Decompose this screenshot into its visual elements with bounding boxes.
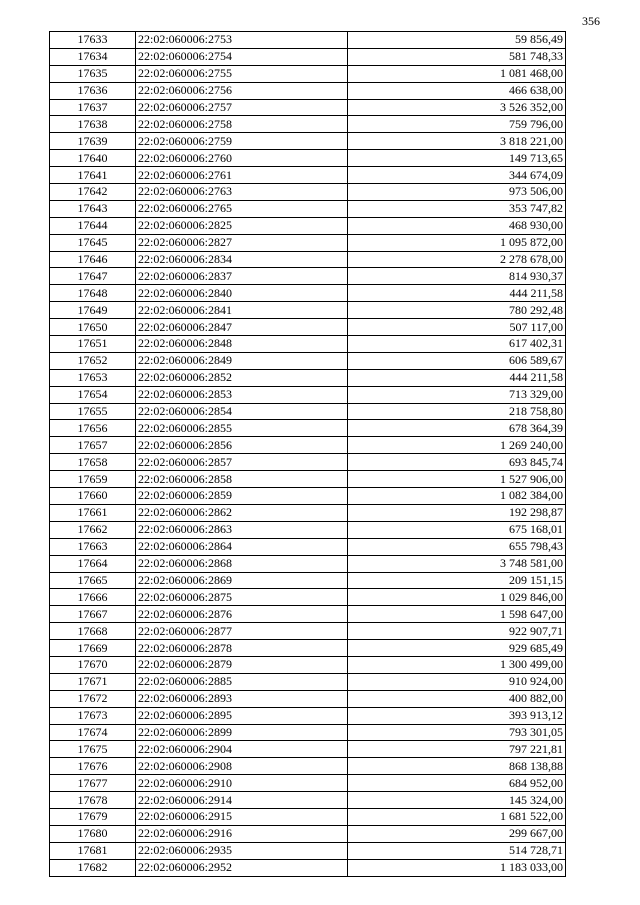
cadastral-number-cell: 22:02:060006:2904	[136, 741, 348, 758]
row-number-cell: 17658	[50, 454, 136, 471]
table-row	[50, 859, 566, 876]
row-number-cell: 17672	[50, 690, 136, 707]
cadastral-value-cell: 299 667,00	[348, 825, 566, 842]
cadastral-number-cell: 22:02:060006:2862	[136, 504, 348, 521]
cadastral-value-cell: 929 685,49	[348, 640, 566, 657]
cadastral-value-cell: 693 845,74	[348, 454, 566, 471]
cadastral-number-cell: 22:02:060006:2757	[136, 99, 348, 116]
cadastral-number-cell: 22:02:060006:2876	[136, 606, 348, 623]
row-number-cell: 17674	[50, 724, 136, 741]
cadastral-value-cell: 780 292,48	[348, 302, 566, 319]
cadastral-value-cell: 1 082 384,00	[348, 488, 566, 505]
cadastral-value-cell: 507 117,00	[348, 319, 566, 336]
row-number-cell: 17670	[50, 656, 136, 673]
row-number-cell: 17681	[50, 842, 136, 859]
cadastral-number-cell: 22:02:060006:2952	[136, 859, 348, 876]
table-row	[50, 369, 566, 386]
table-row	[50, 504, 566, 521]
table-row	[50, 488, 566, 505]
table-row	[50, 741, 566, 758]
table-row	[50, 200, 566, 217]
cadastral-number-cell: 22:02:060006:2893	[136, 690, 348, 707]
cadastral-number-cell: 22:02:060006:2885	[136, 673, 348, 690]
row-number-cell: 17647	[50, 268, 136, 285]
table-row	[50, 420, 566, 437]
cadastral-value-cell: 617 402,31	[348, 336, 566, 353]
row-number-cell: 17655	[50, 403, 136, 420]
cadastral-number-cell: 22:02:060006:2915	[136, 808, 348, 825]
row-number-cell: 17645	[50, 234, 136, 251]
table-row	[50, 471, 566, 488]
row-number-cell: 17649	[50, 302, 136, 319]
cadastral-number-cell: 22:02:060006:2827	[136, 234, 348, 251]
cadastral-number-cell: 22:02:060006:2825	[136, 217, 348, 234]
cadastral-number-cell: 22:02:060006:2895	[136, 707, 348, 724]
cadastral-value-cell: 344 674,09	[348, 167, 566, 184]
cadastral-value-cell: 3 748 581,00	[348, 555, 566, 572]
cadastral-number-cell: 22:02:060006:2834	[136, 251, 348, 268]
row-number-cell: 17677	[50, 775, 136, 792]
table-row	[50, 808, 566, 825]
table-row	[50, 150, 566, 167]
row-number-cell: 17637	[50, 99, 136, 116]
table-row	[50, 336, 566, 353]
row-number-cell: 17638	[50, 116, 136, 133]
table-row	[50, 792, 566, 809]
cadastral-number-cell: 22:02:060006:2857	[136, 454, 348, 471]
row-number-cell: 17664	[50, 555, 136, 572]
row-number-cell: 17656	[50, 420, 136, 437]
cadastral-value-cell: 3 526 352,00	[348, 99, 566, 116]
row-number-cell: 17646	[50, 251, 136, 268]
row-number-cell: 17659	[50, 471, 136, 488]
row-number-cell: 17641	[50, 167, 136, 184]
cadastral-number-cell: 22:02:060006:2759	[136, 133, 348, 150]
cadastral-value-cell: 1 681 522,00	[348, 808, 566, 825]
cadastral-number-cell: 22:02:060006:2755	[136, 65, 348, 82]
table-row	[50, 589, 566, 606]
cadastral-number-cell: 22:02:060006:2847	[136, 319, 348, 336]
cadastral-value-cell: 973 506,00	[348, 184, 566, 201]
cadastral-value-cell: 145 324,00	[348, 792, 566, 809]
table-row	[50, 352, 566, 369]
row-number-cell: 17682	[50, 859, 136, 876]
cadastral-number-cell: 22:02:060006:2840	[136, 285, 348, 302]
cadastral-number-cell: 22:02:060006:2848	[136, 336, 348, 353]
cadastral-number-cell: 22:02:060006:2877	[136, 623, 348, 640]
row-number-cell: 17675	[50, 741, 136, 758]
row-number-cell: 17663	[50, 538, 136, 555]
cadastral-number-cell: 22:02:060006:2935	[136, 842, 348, 859]
cadastral-number-cell: 22:02:060006:2837	[136, 268, 348, 285]
table-row	[50, 116, 566, 133]
table-row	[50, 251, 566, 268]
cadastral-value-cell: 353 747,82	[348, 200, 566, 217]
table-row	[50, 99, 566, 116]
row-number-cell: 17666	[50, 589, 136, 606]
cadastral-value-cell: 793 301,05	[348, 724, 566, 741]
table-row	[50, 285, 566, 302]
cadastral-value-cell: 581 748,33	[348, 48, 566, 65]
cadastral-number-cell: 22:02:060006:2863	[136, 521, 348, 538]
table-row	[50, 32, 566, 49]
cadastral-number-cell: 22:02:060006:2849	[136, 352, 348, 369]
cadastral-number-cell: 22:02:060006:2859	[136, 488, 348, 505]
cadastral-value-cell: 1 300 499,00	[348, 656, 566, 673]
cadastral-number-cell: 22:02:060006:2763	[136, 184, 348, 201]
row-number-cell: 17662	[50, 521, 136, 538]
table-row	[50, 825, 566, 842]
row-number-cell: 17652	[50, 352, 136, 369]
cadastral-value-cell: 910 924,00	[348, 673, 566, 690]
cadastral-number-cell: 22:02:060006:2758	[136, 116, 348, 133]
cadastral-value-cell: 444 211,58	[348, 369, 566, 386]
cadastral-number-cell: 22:02:060006:2910	[136, 775, 348, 792]
row-number-cell: 17660	[50, 488, 136, 505]
row-number-cell: 17635	[50, 65, 136, 82]
cadastral-number-cell: 22:02:060006:2858	[136, 471, 348, 488]
cadastral-value-cell: 1 029 846,00	[348, 589, 566, 606]
cadastral-value-cell: 149 713,65	[348, 150, 566, 167]
cadastral-value-cell: 606 589,67	[348, 352, 566, 369]
cadastral-value-cell: 393 913,12	[348, 707, 566, 724]
cadastral-value-cell: 218 758,80	[348, 403, 566, 420]
cadastral-number-cell: 22:02:060006:2753	[136, 32, 348, 49]
cadastral-number-cell: 22:02:060006:2856	[136, 437, 348, 454]
cadastral-number-cell: 22:02:060006:2864	[136, 538, 348, 555]
cadastral-value-cell: 1 183 033,00	[348, 859, 566, 876]
cadastral-number-cell: 22:02:060006:2852	[136, 369, 348, 386]
cadastral-number-cell: 22:02:060006:2855	[136, 420, 348, 437]
cadastral-value-cell: 1 081 468,00	[348, 65, 566, 82]
table-row	[50, 656, 566, 673]
cadastral-number-cell: 22:02:060006:2868	[136, 555, 348, 572]
table-row	[50, 133, 566, 150]
table-row	[50, 724, 566, 741]
row-number-cell: 17673	[50, 707, 136, 724]
cadastral-value-cell: 797 221,81	[348, 741, 566, 758]
cadastral-value-cell: 759 796,00	[348, 116, 566, 133]
table-row	[50, 707, 566, 724]
row-number-cell: 17651	[50, 336, 136, 353]
table-row	[50, 606, 566, 623]
cadastral-number-cell: 22:02:060006:2899	[136, 724, 348, 741]
row-number-cell: 17680	[50, 825, 136, 842]
table-row	[50, 572, 566, 589]
row-number-cell: 17668	[50, 623, 136, 640]
table-row	[50, 454, 566, 471]
table-row	[50, 302, 566, 319]
cadastral-number-cell: 22:02:060006:2908	[136, 758, 348, 775]
cadastral-number-cell: 22:02:060006:2879	[136, 656, 348, 673]
cadastral-number-cell: 22:02:060006:2754	[136, 48, 348, 65]
cadastral-number-cell: 22:02:060006:2760	[136, 150, 348, 167]
cadastral-value-cell: 868 138,88	[348, 758, 566, 775]
table-row	[50, 65, 566, 82]
cadastral-number-cell: 22:02:060006:2878	[136, 640, 348, 657]
cadastral-value-cell: 209 151,15	[348, 572, 566, 589]
cadastral-number-cell: 22:02:060006:2875	[136, 589, 348, 606]
table-row	[50, 184, 566, 201]
row-number-cell: 17671	[50, 673, 136, 690]
table-row	[50, 758, 566, 775]
cadastral-value-cell: 466 638,00	[348, 82, 566, 99]
cadastral-number-cell: 22:02:060006:2756	[136, 82, 348, 99]
row-number-cell: 17634	[50, 48, 136, 65]
row-number-cell: 17678	[50, 792, 136, 809]
row-number-cell: 17667	[50, 606, 136, 623]
table-row	[50, 437, 566, 454]
row-number-cell: 17643	[50, 200, 136, 217]
cadastral-value-cell: 444 211,58	[348, 285, 566, 302]
row-number-cell: 17642	[50, 184, 136, 201]
row-number-cell: 17633	[50, 32, 136, 49]
cadastral-number-cell: 22:02:060006:2869	[136, 572, 348, 589]
cadastral-value-cell: 1 269 240,00	[348, 437, 566, 454]
table-row	[50, 217, 566, 234]
table-body	[50, 32, 566, 877]
cadastral-value-cell: 922 907,71	[348, 623, 566, 640]
cadastral-value-table	[49, 31, 566, 877]
table-row	[50, 234, 566, 251]
row-number-cell: 17644	[50, 217, 136, 234]
table-row	[50, 555, 566, 572]
row-number-cell: 17654	[50, 386, 136, 403]
page-number: 356	[582, 14, 600, 28]
cadastral-value-cell: 675 168,01	[348, 521, 566, 538]
cadastral-value-cell: 400 882,00	[348, 690, 566, 707]
row-number-cell: 17657	[50, 437, 136, 454]
cadastral-value-cell: 59 856,49	[348, 32, 566, 49]
cadastral-value-cell: 514 728,71	[348, 842, 566, 859]
table-row	[50, 623, 566, 640]
row-number-cell: 17639	[50, 133, 136, 150]
table-row	[50, 167, 566, 184]
table-row	[50, 775, 566, 792]
table-row	[50, 319, 566, 336]
row-number-cell: 17636	[50, 82, 136, 99]
cadastral-value-cell: 713 329,00	[348, 386, 566, 403]
table-row	[50, 268, 566, 285]
row-number-cell: 17650	[50, 319, 136, 336]
cadastral-number-cell: 22:02:060006:2765	[136, 200, 348, 217]
row-number-cell: 17665	[50, 572, 136, 589]
cadastral-value-cell: 1 527 906,00	[348, 471, 566, 488]
cadastral-value-cell: 1 095 872,00	[348, 234, 566, 251]
row-number-cell: 17669	[50, 640, 136, 657]
cadastral-value-cell: 2 278 678,00	[348, 251, 566, 268]
table-row	[50, 521, 566, 538]
table-row	[50, 386, 566, 403]
table-row	[50, 82, 566, 99]
cadastral-value-cell: 192 298,87	[348, 504, 566, 521]
cadastral-number-cell: 22:02:060006:2854	[136, 403, 348, 420]
row-number-cell: 17661	[50, 504, 136, 521]
cadastral-number-cell: 22:02:060006:2841	[136, 302, 348, 319]
table-row	[50, 673, 566, 690]
table-row	[50, 640, 566, 657]
cadastral-number-cell: 22:02:060006:2853	[136, 386, 348, 403]
table-row	[50, 690, 566, 707]
cadastral-number-cell: 22:02:060006:2761	[136, 167, 348, 184]
table-row	[50, 842, 566, 859]
cadastral-value-cell: 468 930,00	[348, 217, 566, 234]
row-number-cell: 17676	[50, 758, 136, 775]
cadastral-value-cell: 3 818 221,00	[348, 133, 566, 150]
cadastral-value-cell: 655 798,43	[348, 538, 566, 555]
table-row	[50, 538, 566, 555]
cadastral-number-cell: 22:02:060006:2914	[136, 792, 348, 809]
cadastral-value-cell: 684 952,00	[348, 775, 566, 792]
row-number-cell: 17640	[50, 150, 136, 167]
cadastral-value-cell: 678 364,39	[348, 420, 566, 437]
row-number-cell: 17653	[50, 369, 136, 386]
row-number-cell: 17679	[50, 808, 136, 825]
cadastral-value-cell: 1 598 647,00	[348, 606, 566, 623]
cadastral-value-cell: 814 930,37	[348, 268, 566, 285]
table-row	[50, 48, 566, 65]
row-number-cell: 17648	[50, 285, 136, 302]
cadastral-number-cell: 22:02:060006:2916	[136, 825, 348, 842]
table-row	[50, 403, 566, 420]
